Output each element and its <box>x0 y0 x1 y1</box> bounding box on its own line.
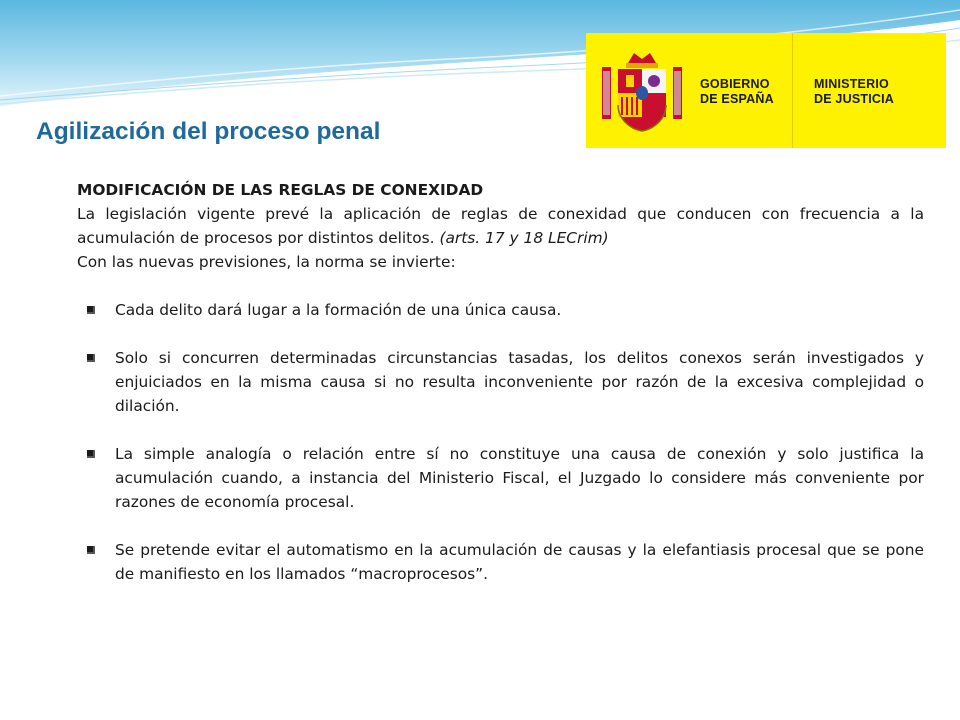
logo-text-gobierno <box>700 77 774 107</box>
logo-line-justicia: DE JUSTICIA <box>814 92 894 106</box>
logo-line-ministerio: MINISTERIO <box>814 77 889 91</box>
logo-divider <box>792 33 793 148</box>
bullet-text: Solo si concurren determinadas circunstancias tasadas, los delitos conexos serán investigados y enjuiciados en la misma causa si no resulta inconveniente por razón de la excesiva complejidad o dilación. <box>115 349 924 415</box>
bullet-text: Se pretende evitar el automatismo en la acumulación de causas y la elefantiasis procesal que se pone de manifiesto en los llamados “macroprocesos”. <box>115 541 924 583</box>
coat-of-arms-icon <box>600 49 684 133</box>
bullet-item <box>77 538 924 586</box>
legal-reference: (arts. 17 y 18 LECrim) <box>439 229 609 247</box>
section-heading: MODIFICACIÓN DE LAS REGLAS DE CONEXIDAD <box>77 181 484 199</box>
government-logo <box>586 33 946 148</box>
bullet-text: La simple analogía o relación entre sí no constituye una causa de conexión y solo justifica la acumulación cuando, a instancia del Ministerio Fiscal, el Juzgado lo considere más conveniente por razones de economía procesal. <box>115 445 924 511</box>
square-bullet-icon <box>87 354 95 362</box>
square-bullet-icon <box>87 546 95 554</box>
logo-line-gobierno: GOBIERNO <box>700 77 770 91</box>
logo-line-espana: DE ESPAÑA <box>700 92 774 106</box>
paragraph-text: La legislación vigente prevé la aplicación de reglas de conexidad que conducen con frecuencia a la acumulación de procesos por distintos delitos. <box>77 205 924 247</box>
slide-content <box>77 178 924 610</box>
bullet-item <box>77 298 924 322</box>
bullet-text: Cada delito dará lugar a la formación de una única causa. <box>115 301 562 319</box>
section-paragraph <box>77 202 924 250</box>
bullet-item <box>77 346 924 418</box>
slide-title: Agilización del proceso penal <box>36 118 381 145</box>
bullet-item <box>77 442 924 514</box>
logo-text-ministerio <box>814 77 894 107</box>
square-bullet-icon <box>87 306 95 314</box>
square-bullet-icon <box>87 450 95 458</box>
bullet-list <box>77 298 924 586</box>
section-intro: Con las nuevas previsiones, la norma se invierte: <box>77 253 456 271</box>
